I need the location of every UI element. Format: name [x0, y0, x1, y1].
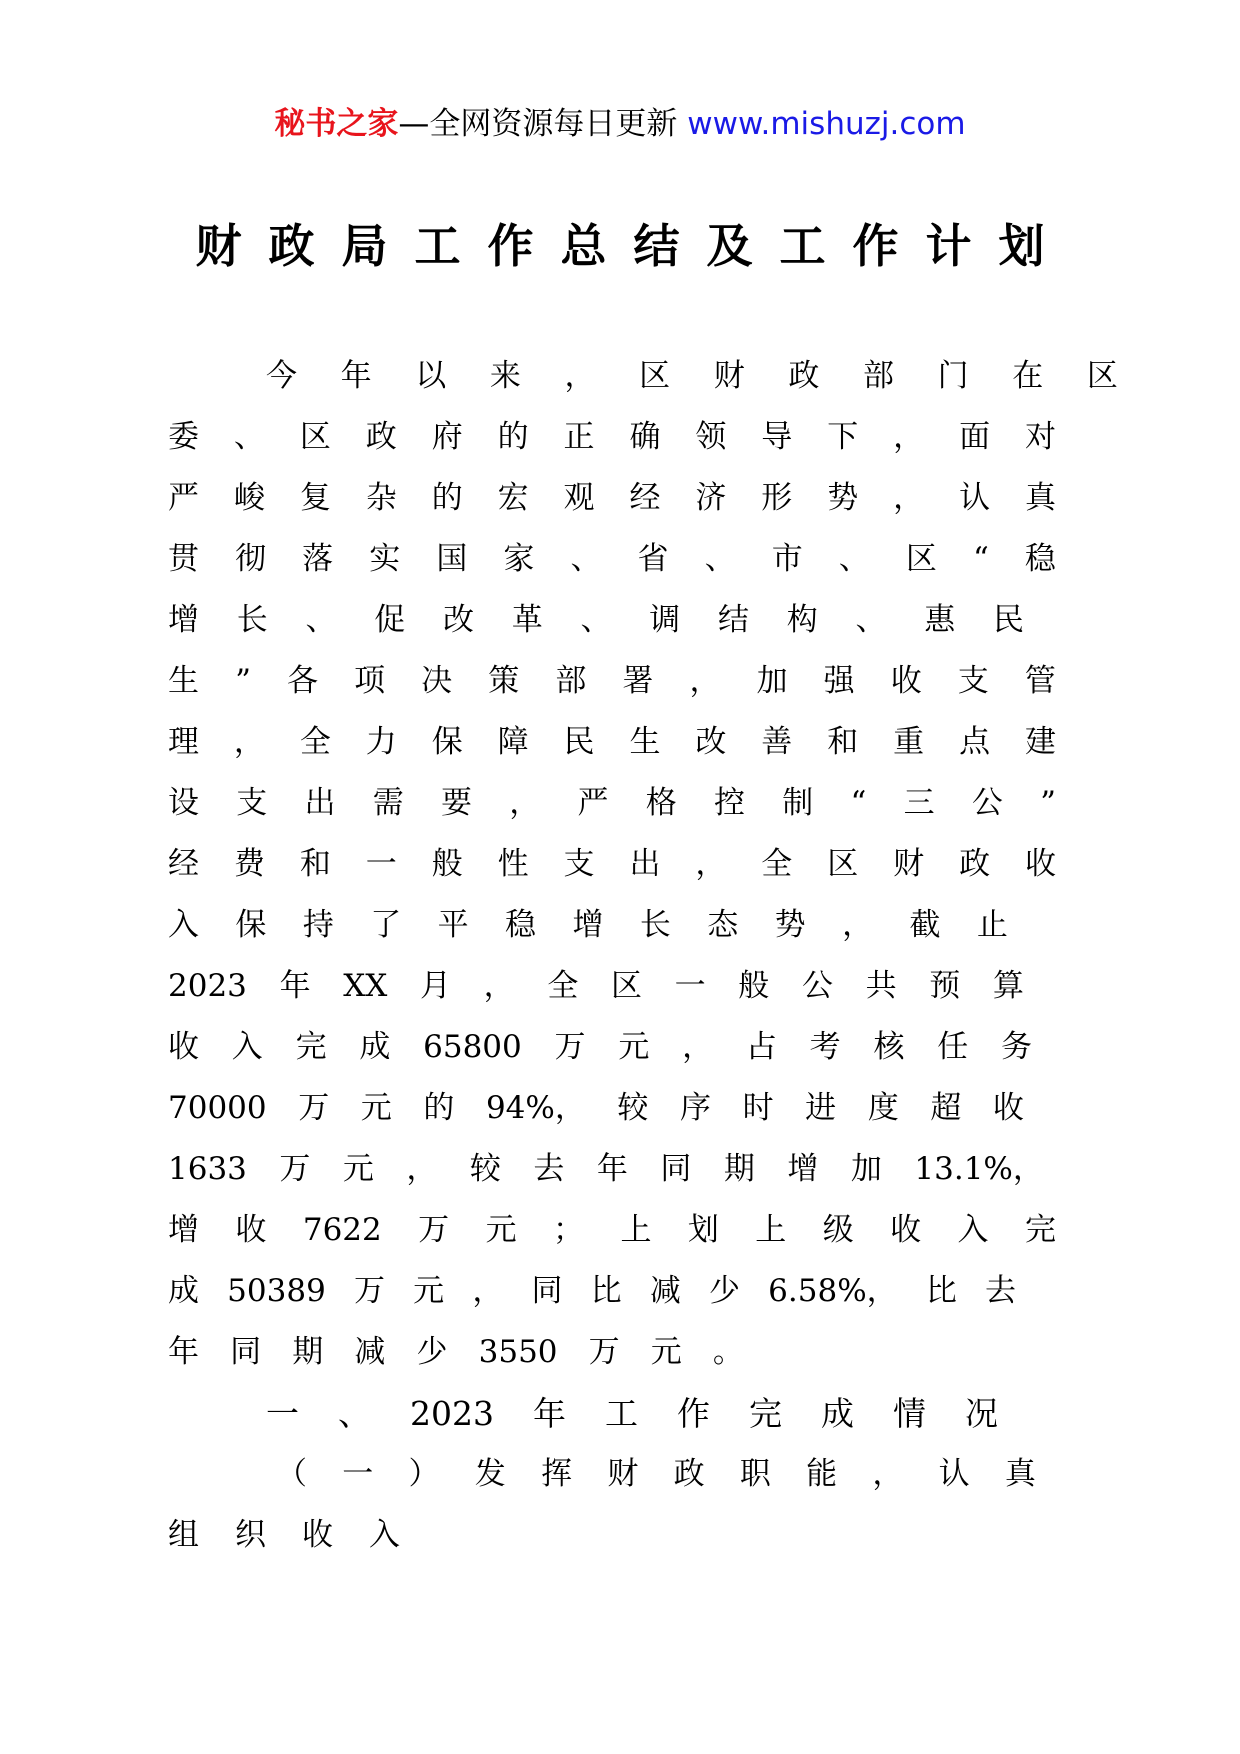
text-token: ，	[893, 419, 925, 455]
text-token: 三	[903, 785, 935, 821]
text-token: 政	[959, 846, 991, 882]
text-token: 认	[938, 1456, 970, 1492]
text-token: 复	[299, 480, 331, 516]
text-token: 收	[890, 663, 922, 699]
text-token: 入	[168, 907, 199, 943]
text-token: 少	[709, 1273, 740, 1309]
text-token: 理	[168, 724, 199, 760]
text-token: 94%，	[485, 1090, 586, 1126]
text-token: 的	[497, 419, 529, 455]
text-token: 少	[416, 1334, 448, 1370]
text-token: 、	[305, 602, 337, 638]
text-token: 和	[299, 846, 331, 882]
text-token: 元	[413, 1273, 445, 1309]
text-token: 13.1%，	[914, 1151, 1044, 1187]
text-token: 占	[745, 1029, 777, 1065]
text-token: 委	[168, 419, 199, 455]
text-token: 预	[929, 968, 961, 1004]
text-token: 增	[168, 602, 199, 638]
text-token: 入	[957, 1212, 989, 1248]
text-token: 支	[236, 785, 268, 821]
text-token: 。	[712, 1334, 744, 1370]
text-token: 力	[365, 724, 397, 760]
text-token: 财	[713, 358, 745, 394]
text-token: 成	[820, 1394, 854, 1433]
text-token: 民	[993, 602, 1024, 638]
text-token: 上	[755, 1212, 787, 1248]
text-token: 加	[850, 1151, 882, 1187]
text-token: 认	[959, 480, 991, 516]
text-token: 峻	[233, 480, 265, 516]
text-token: 3550	[478, 1334, 558, 1370]
text-token: 、	[855, 602, 887, 638]
text-token: 收	[302, 1517, 333, 1553]
text-token: 元	[360, 1090, 392, 1126]
text-token: 区	[905, 541, 937, 577]
text-token: 生	[168, 663, 199, 699]
text-token: 落	[302, 541, 334, 577]
text-token: 织	[235, 1517, 266, 1553]
text-token: 势	[774, 907, 806, 943]
text-token: 制	[782, 785, 814, 821]
text-token: 完	[748, 1394, 782, 1433]
text-token: 对	[1024, 419, 1056, 455]
document-title: 财政局工作总结及工作计划	[195, 219, 1072, 273]
text-token: 需	[372, 785, 404, 821]
text-token: 障	[497, 724, 529, 760]
document-body	[168, 346, 1118, 1566]
text-token: 挥	[541, 1456, 573, 1492]
paragraph-line	[168, 1200, 1056, 1261]
text-token: ，	[893, 480, 925, 516]
text-token: 持	[302, 907, 334, 943]
text-token: 务	[1001, 1029, 1032, 1065]
text-token: 止	[976, 907, 1008, 943]
text-token: 稳	[505, 907, 537, 943]
text-token: 上	[620, 1212, 652, 1248]
text-token: “	[972, 541, 989, 577]
text-token: 观	[563, 480, 595, 516]
text-token: 万	[588, 1334, 620, 1370]
paragraph-line	[168, 895, 1008, 956]
text-token: 在	[1012, 358, 1044, 394]
text-token: 出	[304, 785, 336, 821]
text-token: “	[850, 785, 867, 821]
paragraph-line	[168, 956, 1024, 1017]
text-token: 调	[649, 602, 681, 638]
text-token: 强	[823, 663, 855, 699]
text-token: 万	[353, 1273, 385, 1309]
text-token: 期	[292, 1334, 324, 1370]
text-token: ”	[1040, 785, 1056, 821]
text-token: 增	[168, 1212, 199, 1248]
text-token: 去	[985, 1273, 1016, 1309]
text-token: ，	[483, 968, 515, 1004]
paragraph-line	[168, 1322, 744, 1383]
text-token: 重	[893, 724, 925, 760]
text-token: 比	[925, 1273, 957, 1309]
text-token: 的	[431, 480, 463, 516]
text-token: 元	[485, 1212, 517, 1248]
text-token: 区	[299, 419, 331, 455]
text-token: 出	[629, 846, 661, 882]
text-token: 2023	[168, 968, 247, 1004]
text-token: 了	[370, 907, 402, 943]
text-token: 去	[533, 1151, 565, 1187]
site-url-link[interactable]: www.mishuzj.com	[687, 106, 966, 142]
text-token: 7622	[302, 1212, 382, 1248]
text-token: 决	[421, 663, 453, 699]
paragraph-line	[168, 834, 1056, 895]
text-token: 况	[964, 1394, 998, 1433]
text-token: 万	[298, 1090, 330, 1126]
text-token: 管	[1024, 663, 1056, 699]
text-token: 元	[650, 1334, 682, 1370]
text-token: 元	[618, 1029, 650, 1065]
text-token: 省	[637, 541, 669, 577]
paragraph-line	[168, 1078, 1024, 1139]
section-heading	[168, 1383, 998, 1444]
text-token: 济	[695, 480, 727, 516]
paragraph-line	[168, 590, 1024, 651]
text-token: 入	[369, 1517, 400, 1553]
text-token: 入	[231, 1029, 263, 1065]
paragraph-line	[168, 1017, 1032, 1078]
text-token: 作	[676, 1394, 710, 1433]
text-token: ，	[872, 1456, 904, 1492]
text-token: ，	[842, 907, 874, 943]
text-token: 长	[236, 602, 268, 638]
text-token: 点	[959, 724, 991, 760]
text-token: 超	[930, 1090, 962, 1126]
text-token: 稳	[1024, 541, 1056, 577]
text-token: 能	[806, 1456, 838, 1492]
text-token: 65800	[423, 1029, 522, 1065]
text-token: 设	[168, 785, 199, 821]
text-token: 确	[629, 419, 661, 455]
text-token: 国	[436, 541, 468, 577]
text-token: 善	[761, 724, 793, 760]
text-token: ，	[689, 663, 721, 699]
text-token: 下	[827, 419, 859, 455]
text-token: ，	[472, 1273, 504, 1309]
text-token: 万	[554, 1029, 586, 1065]
text-token: ，	[564, 358, 596, 394]
text-token: 结	[718, 602, 749, 638]
text-token: 成	[168, 1273, 199, 1309]
text-token: 的	[423, 1090, 455, 1126]
text-token: 年	[596, 1151, 628, 1187]
text-token: 全	[299, 724, 331, 760]
text-token: 比	[590, 1273, 622, 1309]
subsection-heading-continued	[168, 1505, 400, 1566]
text-token: 贯	[168, 541, 199, 577]
text-token: 彻	[235, 541, 267, 577]
text-token: 严	[577, 785, 609, 821]
text-token: 保	[235, 907, 267, 943]
text-token: 家	[503, 541, 535, 577]
site-header	[0, 100, 1240, 148]
text-token: 部	[555, 663, 587, 699]
paragraph-line	[168, 773, 1056, 834]
text-token: 今	[266, 358, 297, 394]
text-token: 度	[867, 1090, 899, 1126]
text-token: 收	[235, 1212, 267, 1248]
text-token: 完	[295, 1029, 327, 1065]
text-token: 实	[369, 541, 401, 577]
text-token: 核	[873, 1029, 905, 1065]
text-token: 杂	[365, 480, 397, 516]
text-token: 、	[233, 419, 265, 455]
text-token: ，	[695, 846, 727, 882]
text-token: 年	[532, 1394, 566, 1433]
text-token: 区	[827, 846, 859, 882]
text-token: 情	[892, 1394, 926, 1433]
text-token: 部	[863, 358, 894, 394]
text-token: 全	[547, 968, 579, 1004]
text-token: 一	[365, 846, 397, 882]
paragraph-line	[168, 529, 1056, 590]
text-token: 截	[909, 907, 941, 943]
text-token: 一	[266, 1394, 299, 1433]
text-token: XX	[343, 968, 388, 1004]
text-token: 同	[531, 1273, 563, 1309]
text-token: 格	[645, 785, 677, 821]
text-token: 任	[937, 1029, 969, 1065]
paragraph-line	[168, 651, 1056, 712]
text-token: 发	[474, 1456, 506, 1492]
text-token: 级	[822, 1212, 854, 1248]
text-token: 万	[418, 1212, 450, 1248]
text-token: 增	[572, 907, 604, 943]
text-token: 元	[342, 1151, 374, 1187]
site-brand: 秘书之家	[274, 106, 399, 142]
text-token: ，	[509, 785, 541, 821]
text-token: 时	[742, 1090, 774, 1126]
text-token: 建	[1024, 724, 1056, 760]
text-token: 项	[354, 663, 386, 699]
text-token: 70000	[168, 1090, 267, 1126]
text-token: 政	[365, 419, 397, 455]
text-token: 公	[971, 785, 1003, 821]
text-token: 收	[1024, 846, 1056, 882]
paragraph-line	[168, 468, 1056, 529]
text-token: 同	[230, 1334, 262, 1370]
text-token: 共	[865, 968, 897, 1004]
text-token: 收	[890, 1212, 922, 1248]
text-token: 收	[992, 1090, 1024, 1126]
text-token: 财	[607, 1456, 639, 1492]
text-token: 费	[233, 846, 265, 882]
text-token: 和	[827, 724, 859, 760]
text-token: 6.58%，	[768, 1273, 898, 1309]
text-token: 较	[617, 1090, 649, 1126]
text-token: 公	[801, 968, 833, 1004]
text-token: 全	[761, 846, 793, 882]
text-token: 完	[1024, 1212, 1056, 1248]
text-token: 构	[786, 602, 818, 638]
text-token: 成	[359, 1029, 391, 1065]
subsection-heading	[168, 1444, 1036, 1505]
text-token: 控	[714, 785, 745, 821]
text-token: 同	[660, 1151, 692, 1187]
paragraph-line	[168, 1261, 1016, 1322]
text-token: 正	[563, 419, 595, 455]
text-token: 职	[739, 1456, 771, 1492]
text-token: 减	[649, 1273, 681, 1309]
paragraph-line	[168, 712, 1056, 773]
text-token: 1633	[168, 1151, 247, 1187]
text-token: 区	[1086, 358, 1118, 394]
text-token: 经	[168, 846, 199, 882]
text-token: 年	[340, 358, 372, 394]
text-token: 市	[771, 541, 803, 577]
text-token: 年	[168, 1334, 199, 1370]
text-token: 势	[827, 480, 859, 516]
text-token: 署	[622, 663, 654, 699]
text-token: 般	[738, 968, 770, 1004]
text-token: ，	[682, 1029, 714, 1065]
text-token: 经	[629, 480, 661, 516]
text-token: 工	[604, 1394, 638, 1433]
site-tagline: —全网资源每日更新	[398, 106, 688, 142]
text-token: 面	[959, 419, 991, 455]
text-token: 较	[469, 1151, 501, 1187]
text-token: 加	[756, 663, 788, 699]
text-token: 改	[443, 602, 474, 638]
text-token: 进	[805, 1090, 837, 1126]
text-token: 算	[992, 968, 1024, 1004]
text-token: 宏	[497, 480, 529, 516]
text-token: 增	[787, 1151, 819, 1187]
text-token: 财	[893, 846, 925, 882]
text-token: 月	[420, 968, 452, 1004]
text-token: 划	[687, 1212, 719, 1248]
text-token: 政	[673, 1456, 705, 1492]
text-token: 保	[431, 724, 463, 760]
text-token: 形	[761, 480, 793, 516]
text-token: 、	[338, 1394, 371, 1433]
text-token: 以	[415, 358, 447, 394]
text-token: 、	[580, 602, 612, 638]
text-token: 长	[639, 907, 671, 943]
text-token: 领	[695, 419, 727, 455]
text-token: 万	[279, 1151, 311, 1187]
text-token: 导	[761, 419, 793, 455]
text-token: 政	[788, 358, 820, 394]
text-token: 民	[563, 724, 595, 760]
text-token: 惠	[924, 602, 956, 638]
text-token: 一	[674, 968, 706, 1004]
text-token: 改	[695, 724, 727, 760]
text-token: 收	[168, 1029, 199, 1065]
text-token: 态	[707, 907, 739, 943]
text-token: 、	[838, 541, 870, 577]
paragraph-line	[168, 1139, 1044, 1200]
text-token: ）	[408, 1456, 440, 1492]
text-token: 要	[441, 785, 472, 821]
text-token: ，	[406, 1151, 438, 1187]
text-token: 生	[629, 724, 661, 760]
text-token: 考	[809, 1029, 841, 1065]
text-token: 区	[639, 358, 671, 394]
text-token: 般	[431, 846, 463, 882]
text-token: 府	[431, 419, 463, 455]
text-token: 平	[437, 907, 469, 943]
text-token: ，	[233, 724, 265, 760]
text-token: 革	[511, 602, 543, 638]
text-token: 支	[957, 663, 989, 699]
text-token: ；	[553, 1212, 585, 1248]
text-token: 促	[374, 602, 406, 638]
text-token: 减	[354, 1334, 386, 1370]
text-token: 性	[497, 846, 529, 882]
text-token: 区	[610, 968, 642, 1004]
text-token: 支	[563, 846, 595, 882]
text-token: 、	[570, 541, 602, 577]
text-token: 一	[342, 1456, 374, 1492]
text-token: 序	[680, 1090, 711, 1126]
text-token: （	[276, 1456, 307, 1492]
text-token: 严	[168, 480, 199, 516]
paragraph-line	[168, 346, 1118, 407]
paragraph-line	[168, 407, 1056, 468]
text-token: ”	[235, 663, 251, 699]
text-token: 期	[723, 1151, 755, 1187]
text-token: 策	[488, 663, 520, 699]
text-token: 门	[937, 358, 969, 394]
text-token: 来	[489, 358, 521, 394]
text-token: 真	[1004, 1456, 1036, 1492]
text-token: 真	[1024, 480, 1056, 516]
text-token: 年	[279, 968, 311, 1004]
text-token: 组	[168, 1517, 199, 1553]
text-token: 、	[704, 541, 736, 577]
text-token: 50389	[227, 1273, 326, 1309]
text-token: 各	[287, 663, 319, 699]
text-token: 2023	[410, 1394, 494, 1433]
